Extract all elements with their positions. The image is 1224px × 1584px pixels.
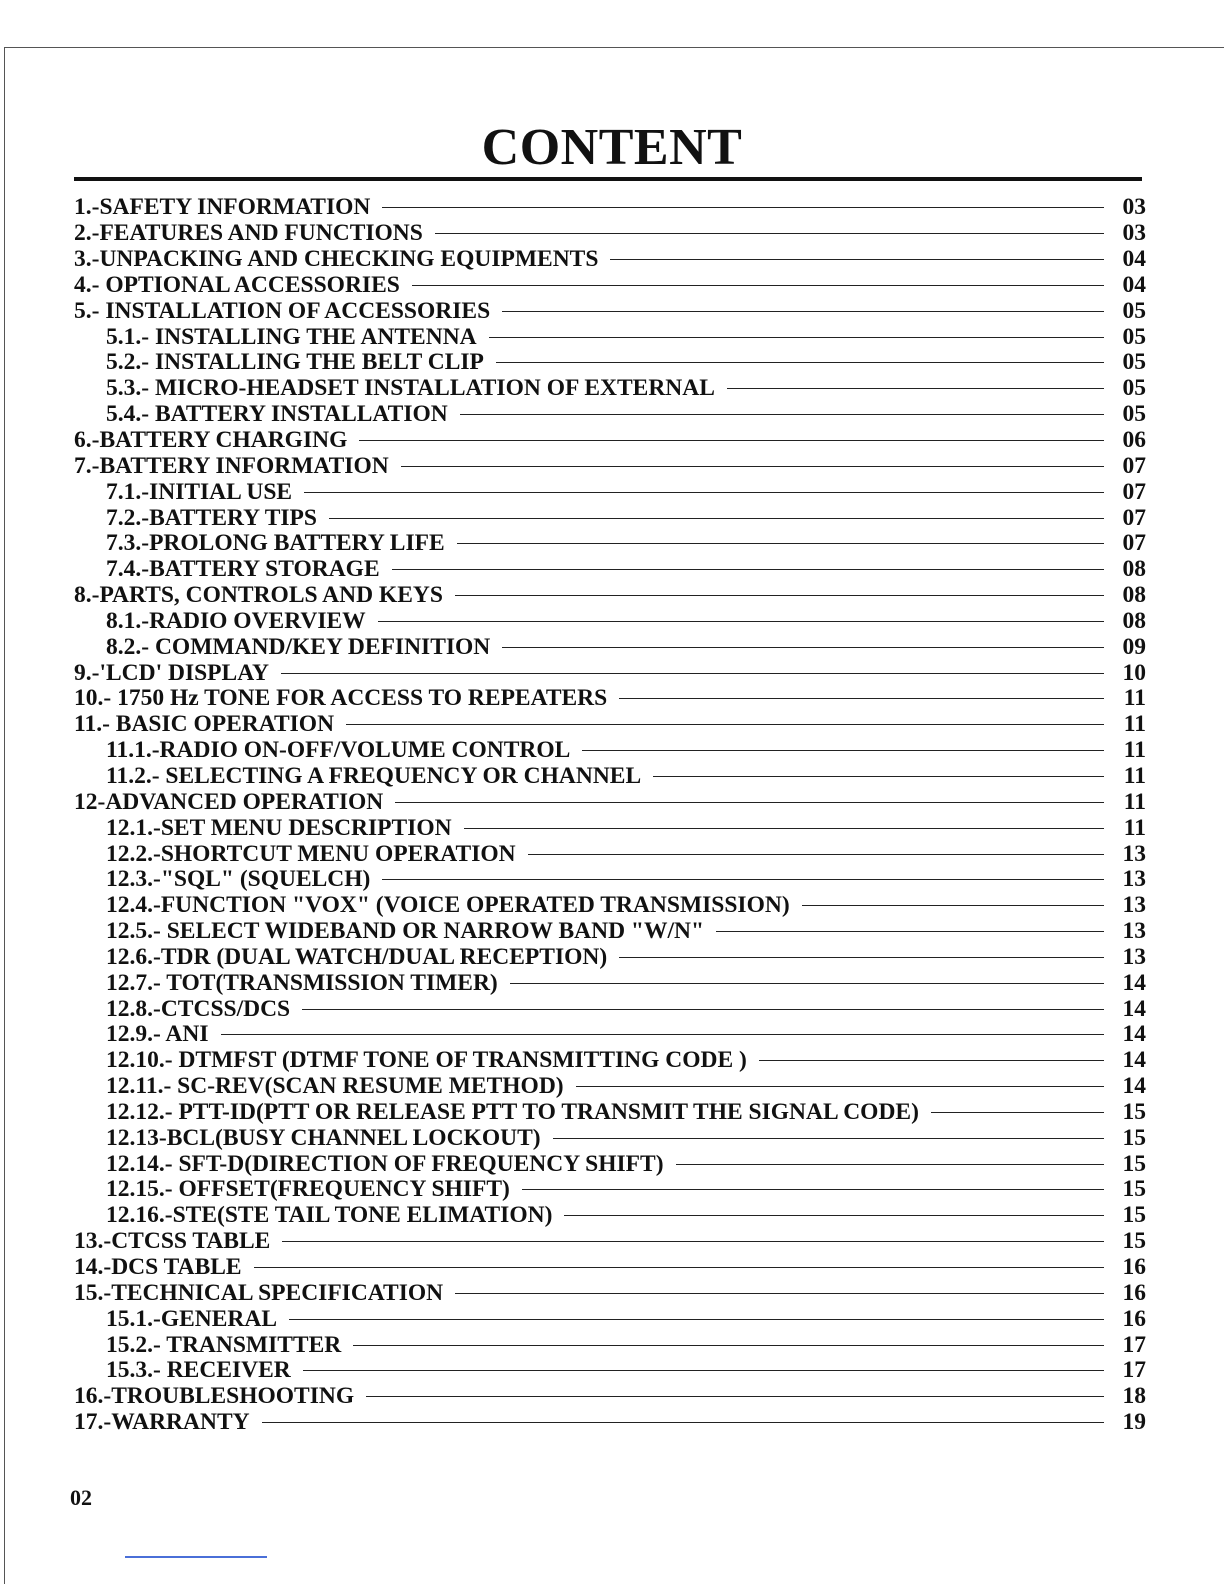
toc-leader-line: [553, 1138, 1104, 1139]
toc-leader-line: [502, 311, 1104, 312]
toc-entry-page: 08: [1122, 556, 1146, 583]
toc-entry-label: 5.1.- INSTALLING THE ANTENNA: [106, 323, 477, 350]
toc-leader-line: [496, 362, 1104, 363]
toc-entry-label: 2.-FEATURES AND FUNCTIONS: [74, 220, 423, 247]
toc-entry-label: 5.4.- BATTERY INSTALLATION: [106, 401, 448, 428]
toc-entry[interactable]: [74, 764, 1146, 790]
toc-leader-line: [676, 1164, 1104, 1165]
toc-entry-page: 16: [1122, 1254, 1146, 1281]
toc-entry-page: 05: [1122, 297, 1146, 324]
toc-entry[interactable]: [74, 996, 1146, 1022]
toc-entry-label: 11.1.-RADIO ON-OFF/VOLUME CONTROL: [106, 737, 571, 764]
toc-leader-line: [576, 1086, 1104, 1087]
toc-entry-label: 7.-BATTERY INFORMATION: [74, 452, 389, 479]
toc-entry[interactable]: [74, 428, 1146, 454]
toc-leader-line: [435, 233, 1104, 234]
toc-entry[interactable]: [74, 712, 1146, 738]
toc-leader-line: [262, 1422, 1104, 1423]
toc-entry-page: 09: [1122, 633, 1146, 660]
toc-leader-line: [302, 1009, 1104, 1010]
toc-entry[interactable]: [74, 453, 1146, 479]
toc-entry-page: 05: [1122, 375, 1146, 402]
title-rule: [74, 177, 1142, 181]
toc-entry-label: 12.3.-"SQL" (SQUELCH): [106, 866, 371, 893]
toc-entry-label: 11.- BASIC OPERATION: [74, 711, 335, 738]
toc-entry[interactable]: [74, 609, 1146, 635]
toc-leader-line: [221, 1034, 1105, 1035]
toc-entry[interactable]: [74, 557, 1146, 583]
toc-entry-page: 16: [1122, 1279, 1146, 1306]
toc-entry-label: 7.2.-BATTERY TIPS: [106, 504, 317, 531]
toc-leader-line: [582, 750, 1104, 751]
toc-entry-page: 14: [1122, 1021, 1146, 1048]
toc-leader-line: [619, 957, 1104, 958]
toc-entry-label: 10.- 1750 Hz TONE FOR ACCESS TO REPEATERS: [74, 685, 608, 712]
toc-entry-label: 12.4.-FUNCTION "VOX" (VOICE OPERATED TRANSMISSION): [106, 892, 790, 919]
toc-entry-label: 11.2.- SELECTING A FREQUENCY OR CHANNEL: [106, 762, 642, 789]
toc-leader-line: [610, 259, 1104, 260]
toc-entry-page: 11: [1123, 711, 1146, 738]
toc-entry-page: 13: [1122, 918, 1146, 945]
toc-entry[interactable]: [74, 1100, 1146, 1126]
toc-entry[interactable]: [74, 970, 1146, 996]
toc-entry-label: 5.3.- MICRO-HEADSET INSTALLATION OF EXTERNAL: [106, 375, 715, 402]
toc-leader-line: [378, 621, 1104, 622]
toc-leader-line: [254, 1267, 1104, 1268]
toc-leader-line: [382, 879, 1104, 880]
toc-entry-label: 12.10.- DTMFST (DTMF TONE OF TRANSMITTING CODE ): [106, 1047, 747, 1074]
toc-entry-label: 5.- INSTALLATION OF ACCESSORIES: [74, 297, 491, 324]
toc-leader-line: [455, 1293, 1104, 1294]
toc-entry-label: 15.-TECHNICAL SPECIFICATION: [74, 1279, 444, 1306]
toc-entry-page: 07: [1122, 478, 1146, 505]
toc-entry[interactable]: [74, 583, 1146, 609]
toc-entry-page: 15: [1122, 1098, 1146, 1125]
toc-entry[interactable]: [74, 1358, 1146, 1384]
toc-entry-label: 12.16.-STE(STE TAIL TONE ELIMATION): [106, 1202, 553, 1229]
toc-entry-page: 07: [1122, 452, 1146, 479]
toc-leader-line: [303, 1370, 1104, 1371]
toc-entry-page: 13: [1122, 892, 1146, 919]
toc-entry[interactable]: [74, 1306, 1146, 1332]
toc-entry-page: 14: [1122, 969, 1146, 996]
toc-entry-label: 6.-BATTERY CHARGING: [74, 427, 348, 454]
toc-entry-label: 12.11.- SC-REV(SCAN RESUME METHOD): [106, 1073, 564, 1100]
toc-leader-line: [329, 518, 1104, 519]
page-title: CONTENT: [481, 119, 743, 176]
toc-entry-label: 7.1.-INITIAL USE: [106, 478, 293, 505]
toc-entry-label: 7.4.-BATTERY STORAGE: [106, 556, 380, 583]
toc-entry[interactable]: [74, 841, 1146, 867]
toc-entry-page: 17: [1122, 1357, 1146, 1384]
toc-entry[interactable]: [74, 247, 1146, 273]
toc-entry[interactable]: [74, 221, 1146, 247]
toc-entry-label: 9.-'LCD' DISPLAY: [74, 659, 269, 686]
toc-entry[interactable]: [74, 1125, 1146, 1151]
toc-leader-line: [289, 1319, 1104, 1320]
toc-entry-page: 07: [1122, 504, 1146, 531]
toc-entry-page: 13: [1122, 943, 1146, 970]
toc-entry[interactable]: [74, 402, 1146, 428]
toc-entry[interactable]: [74, 1255, 1146, 1281]
toc-entry-page: 05: [1122, 323, 1146, 350]
toc-entry[interactable]: [74, 1332, 1146, 1358]
toc-entry-label: 12.6.-TDR (DUAL WATCH/DUAL RECEPTION): [106, 943, 608, 970]
toc-leader-line: [502, 647, 1104, 648]
toc-leader-line: [359, 440, 1104, 441]
toc-entry[interactable]: [74, 686, 1146, 712]
toc-entry-page: 04: [1122, 246, 1146, 273]
toc-entry[interactable]: [74, 867, 1146, 893]
toc-entry[interactable]: [74, 1151, 1146, 1177]
toc-leader-line: [457, 543, 1104, 544]
toc-entry-label: 12.2.-SHORTCUT MENU OPERATION: [106, 840, 516, 867]
toc-leader-line: [395, 802, 1104, 803]
toc-entry[interactable]: [74, 944, 1146, 970]
toc-entry[interactable]: [74, 195, 1146, 221]
toc-entry[interactable]: [74, 1229, 1146, 1255]
toc-leader-line: [304, 492, 1104, 493]
toc-entry[interactable]: [74, 1048, 1146, 1074]
toc-entry[interactable]: [74, 1384, 1146, 1410]
toc-entry-label: 12.7.- TOT(TRANSMISSION TIMER): [106, 969, 498, 996]
toc-leader-line: [510, 983, 1104, 984]
toc-entry-page: 15: [1122, 1176, 1146, 1203]
toc-leader-line: [759, 1060, 1104, 1061]
toc-entry[interactable]: [74, 1280, 1146, 1306]
toc-entry[interactable]: [74, 531, 1146, 557]
footer-page-number: 02: [70, 1485, 92, 1510]
toc-leader-line: [802, 905, 1104, 906]
toc-entry-label: 7.3.-PROLONG BATTERY LIFE: [106, 530, 445, 557]
toc-leader-line: [346, 724, 1104, 725]
toc-entry-label: 12.5.- SELECT WIDEBAND OR NARROW BAND "W/N": [106, 918, 705, 945]
toc-entry-label: 15.1.-GENERAL: [106, 1305, 278, 1332]
toc-entry-label: 8.2.- COMMAND/KEY DEFINITION: [106, 633, 491, 660]
toc-entry-label: 12.13-BCL(BUSY CHANNEL LOCKOUT): [106, 1124, 541, 1151]
toc-entry[interactable]: [74, 738, 1146, 764]
toc-leader-line: [282, 1241, 1104, 1242]
toc-entry-page: 07: [1122, 530, 1146, 557]
toc-entry[interactable]: [74, 919, 1146, 945]
toc-leader-line: [412, 285, 1104, 286]
toc-entry-label: 8.-PARTS, CONTROLS AND KEYS: [74, 582, 443, 609]
toc-entry-page: 15: [1122, 1150, 1146, 1177]
toc-entry[interactable]: [74, 1074, 1146, 1100]
toc-entry-label: 12.1.-SET MENU DESCRIPTION: [106, 814, 452, 841]
toc-entry-page: 04: [1122, 271, 1146, 298]
toc-entry-page: 08: [1122, 607, 1146, 634]
toc-entry[interactable]: [74, 789, 1146, 815]
page-border-left: [4, 47, 5, 1584]
toc-entry-page: 11: [1123, 814, 1146, 841]
toc-leader-line: [619, 698, 1104, 699]
toc-entry-label: 12.14.- SFT-D(DIRECTION OF FREQUENCY SHIFT): [106, 1150, 664, 1177]
toc-entry[interactable]: [74, 350, 1146, 376]
toc-entry[interactable]: [74, 634, 1146, 660]
toc-entry-label: 15.3.- RECEIVER: [106, 1357, 291, 1384]
toc-entry-page: 05: [1122, 401, 1146, 428]
toc-leader-line: [281, 673, 1104, 674]
toc-leader-line: [653, 776, 1104, 777]
page-border-top: [4, 47, 1224, 48]
toc-entry-label: 1.-SAFETY INFORMATION: [74, 194, 371, 221]
toc-entry-page: 14: [1122, 1047, 1146, 1074]
toc-entry-label: 5.2.- INSTALLING THE BELT CLIP: [106, 349, 484, 376]
toc-entry-label: 13.-CTCSS TABLE: [74, 1228, 271, 1255]
toc-entry[interactable]: [74, 505, 1146, 531]
toc-leader-line: [716, 931, 1104, 932]
toc-entry-label: 12-ADVANCED OPERATION: [74, 788, 384, 815]
toc-entry-label: 15.2.- TRANSMITTER: [106, 1331, 342, 1358]
toc-entry-label: 17.-WARRANTY: [74, 1409, 250, 1436]
toc-entry-label: 3.-UNPACKING AND CHECKING EQUIPMENTS: [74, 246, 599, 273]
toc-entry[interactable]: [74, 815, 1146, 841]
toc-entry[interactable]: [74, 376, 1146, 402]
toc-leader-line: [455, 595, 1104, 596]
toc-leader-line: [489, 337, 1104, 338]
toc-entry-label: 8.1.-RADIO OVERVIEW: [106, 607, 366, 634]
toc-entry[interactable]: [74, 1022, 1146, 1048]
toc-entry[interactable]: [74, 273, 1146, 299]
toc-entry-page: 11: [1123, 788, 1146, 815]
toc-leader-line: [522, 1189, 1104, 1190]
toc-leader-line: [464, 828, 1104, 829]
toc-entry[interactable]: [74, 660, 1146, 686]
toc-entry[interactable]: [74, 1177, 1146, 1203]
toc-entry-page: 11: [1123, 685, 1146, 712]
toc-entry[interactable]: [74, 479, 1146, 505]
toc-leader-line: [727, 388, 1104, 389]
toc-entry-label: 16.-TROUBLESHOOTING: [74, 1383, 355, 1410]
toc-entry-page: 13: [1122, 866, 1146, 893]
toc-leader-line: [528, 854, 1104, 855]
toc-leader-line: [366, 1396, 1104, 1397]
table-of-contents: [74, 195, 1146, 1436]
toc-entry-page: 17: [1122, 1331, 1146, 1358]
toc-entry-page: 15: [1122, 1202, 1146, 1229]
toc-entry[interactable]: [74, 1410, 1146, 1436]
toc-entry-page: 19: [1122, 1409, 1146, 1436]
toc-entry-page: 10: [1122, 659, 1146, 686]
toc-entry[interactable]: [74, 324, 1146, 350]
toc-entry-page: 11: [1123, 737, 1146, 764]
toc-entry-page: 03: [1122, 220, 1146, 247]
bottom-accent-line: [125, 1556, 267, 1558]
toc-entry-page: 16: [1122, 1305, 1146, 1332]
toc-entry[interactable]: [74, 893, 1146, 919]
toc-entry-page: 03: [1122, 194, 1146, 221]
toc-entry-page: 14: [1122, 1073, 1146, 1100]
toc-entry-page: 15: [1122, 1228, 1146, 1255]
toc-entry-page: 14: [1122, 995, 1146, 1022]
toc-entry-label: 4.- OPTIONAL ACCESSORIES: [74, 271, 400, 298]
toc-entry-page: 18: [1122, 1383, 1146, 1410]
toc-leader-line: [382, 207, 1104, 208]
toc-entry[interactable]: [74, 1203, 1146, 1229]
toc-entry[interactable]: [74, 298, 1146, 324]
toc-entry-label: 12.8.-CTCSS/DCS: [106, 995, 291, 1022]
toc-entry-page: 05: [1122, 349, 1146, 376]
toc-entry-label: 12.12.- PTT-ID(PTT OR RELEASE PTT TO TRANSMIT THE SIGNAL CODE): [106, 1098, 919, 1125]
toc-entry-label: 14.-DCS TABLE: [74, 1254, 242, 1281]
toc-entry-page: 06: [1122, 427, 1146, 454]
toc-entry-page: 08: [1122, 582, 1146, 609]
toc-leader-line: [401, 466, 1104, 467]
toc-leader-line: [353, 1345, 1104, 1346]
toc-entry-page: 11: [1123, 762, 1146, 789]
toc-entry-page: 13: [1122, 840, 1146, 867]
toc-entry-label: 12.15.- OFFSET(FREQUENCY SHIFT): [106, 1176, 510, 1203]
toc-leader-line: [564, 1215, 1104, 1216]
toc-leader-line: [392, 569, 1104, 570]
toc-leader-line: [460, 414, 1104, 415]
toc-leader-line: [931, 1112, 1104, 1113]
toc-entry-page: 15: [1122, 1124, 1146, 1151]
toc-entry-label: 12.9.- ANI: [106, 1021, 209, 1048]
